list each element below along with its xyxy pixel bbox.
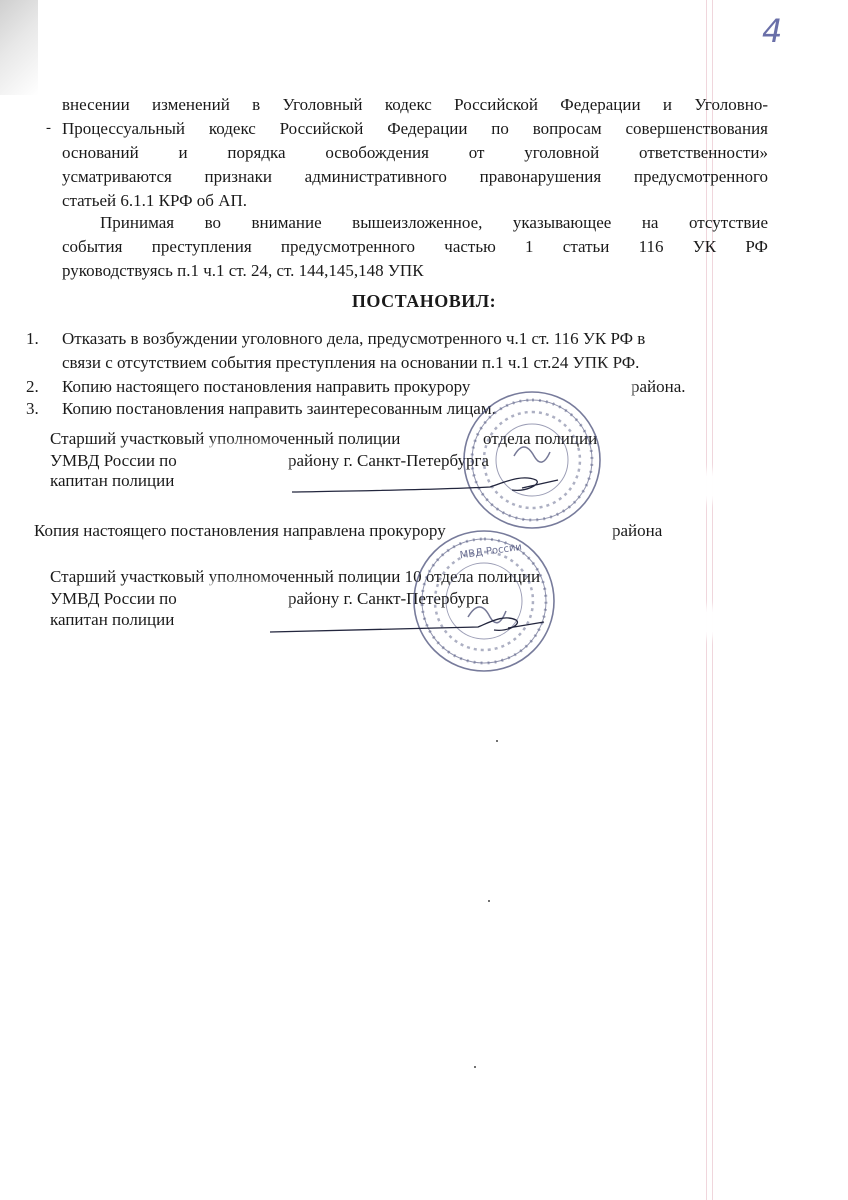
signatory-position-end: отдела полиции xyxy=(483,429,598,448)
redaction xyxy=(612,476,732,496)
decision-number: 1. xyxy=(26,329,39,348)
official-seal-stamp xyxy=(408,525,560,677)
copy-note-end: района xyxy=(612,521,663,540)
signatory-position: Старший участковый уполномоченный полиции xyxy=(50,429,401,448)
signatory-rank: капитан полиции xyxy=(50,610,175,629)
decision-line: связи с отсутствием события преступления на основании п.1 ч.1 ст.24 УПК РФ. xyxy=(62,353,640,372)
handwritten-signature xyxy=(290,470,560,510)
copy-note: Копия настоящего постановления направлена прокурору xyxy=(34,521,446,540)
decision-line: Копию настоящего постановления направить прокурору xyxy=(62,377,471,396)
redaction xyxy=(612,612,732,632)
scan-speck xyxy=(474,1066,476,1068)
signatory-rank: капитан полиции xyxy=(50,471,175,490)
decision-heading: ПОСТАНОВИЛ: xyxy=(351,291,497,311)
handwritten-signature xyxy=(268,610,548,650)
reasoning-line: Принимая во внимание вышеизложенное, указывающее на отсутствие xyxy=(100,213,768,232)
intro-line: внесении изменений в Уголовный кодекс Российской Федерации и Уголовно- xyxy=(62,95,768,114)
signatory-city: району г. Санкт-Петербурга xyxy=(288,451,489,470)
stamp-text: МВД России xyxy=(459,541,523,562)
intro-line: оснований и порядка освобождения от уголовной ответственности» xyxy=(62,143,768,162)
decision-line: Копию постановления направить заинтересованным лицам. xyxy=(62,399,496,418)
intro-line: статьей 6.1.1 КРФ об АП. xyxy=(62,191,247,210)
scan-shadow xyxy=(0,0,38,95)
signatory-department: УМВД России по xyxy=(50,451,177,470)
intro-line: усматриваются признаки административного правонарушения предусмотренного xyxy=(62,167,768,186)
margin-mark: - xyxy=(46,120,51,136)
signatory-city: району г. Санкт-Петербурга xyxy=(288,589,489,608)
reasoning-line: события преступления предусмотренного частью 1 статьи 116 УК РФ xyxy=(62,237,768,256)
scan-speck xyxy=(488,900,490,902)
page-number: 4 xyxy=(762,12,783,50)
official-seal-stamp xyxy=(458,386,606,534)
decision-line-end: района. xyxy=(631,377,686,396)
redaction xyxy=(196,589,282,609)
decision-number: 2. xyxy=(26,377,39,396)
scan-speck xyxy=(496,740,498,742)
decision-number: 3. xyxy=(26,399,39,418)
signatory-department: УМВД России по xyxy=(50,589,177,608)
signatory-position: Старший участковый уполномоченный полиции 10 отдела полиции xyxy=(50,567,541,586)
redaction xyxy=(196,451,282,471)
intro-line: Процессуальный кодекс Российской Федерации по вопросам совершенствования xyxy=(62,119,768,138)
decision-line: Отказать в возбуждении уголовного дела, предусмотренного ч.1 ст. 116 УК РФ в xyxy=(62,329,646,348)
reasoning-line: руководствуясь п.1 ч.1 ст. 24, ст. 144,145,148 УПК xyxy=(62,261,424,280)
